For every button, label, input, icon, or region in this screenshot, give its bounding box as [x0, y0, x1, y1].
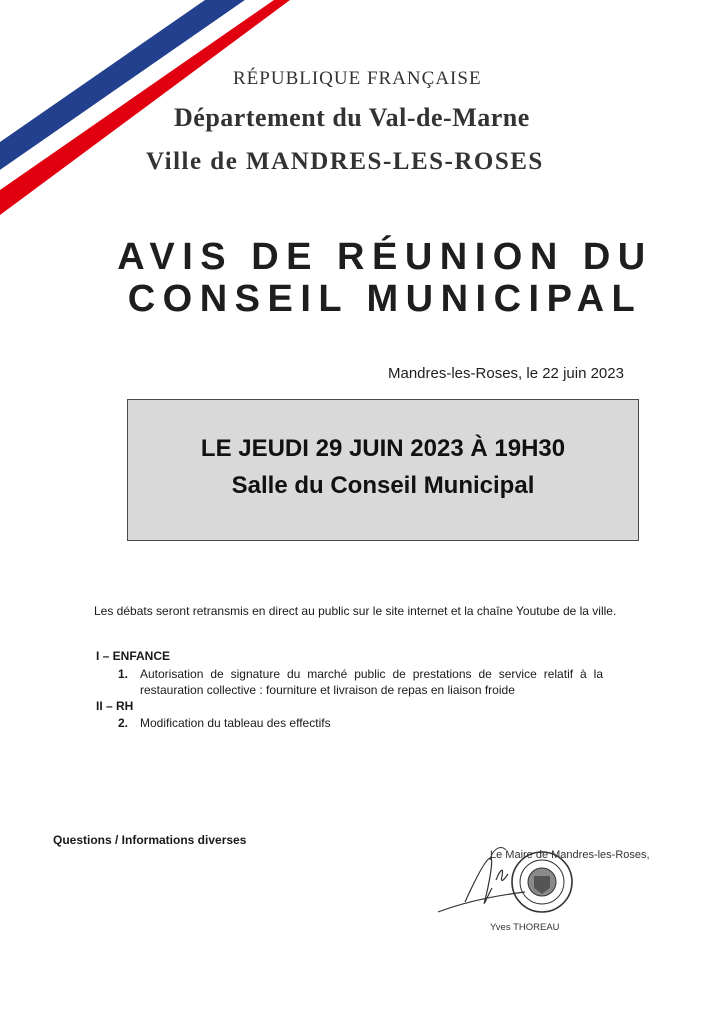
meeting-info-box — [127, 399, 639, 541]
header-department: Département du Val-de-Marne — [174, 103, 530, 132]
agenda-section-enfance: I – ENFANCE — [96, 649, 171, 663]
town-seal — [512, 852, 572, 912]
meeting-location: Salle du Conseil Municipal — [231, 472, 535, 499]
agenda-item-number: 2. — [118, 716, 129, 730]
mayor-name: Yves THOREAU — [490, 922, 560, 933]
broadcast-notice: Les débats seront retransmis en direct au public sur le site internet et la chaîne Youtube de la ville. — [94, 604, 617, 618]
notice-title-line1: AVIS DE RÉUNION DU — [117, 236, 653, 278]
questions-heading: Questions / Informations diverses — [53, 833, 247, 847]
header-republic: RÉPUBLIQUE FRANÇAISE — [233, 68, 482, 89]
meeting-datetime: LE JEUDI 29 JUIN 2023 À 19H30 — [200, 435, 566, 462]
place-and-date: Mandres-les-Roses, le 22 juin 2023 — [388, 365, 624, 382]
agenda-item-number: 1. — [118, 667, 129, 681]
agenda-section-rh: II – RH — [96, 699, 134, 713]
agenda-item-text: Modification du tableau des effectifs — [140, 716, 331, 730]
agenda-item-text-continued: restauration collective : fourniture et livraison de repas en liaison froide — [140, 683, 515, 697]
header-city: Ville de MANDRES-LES-ROSES — [146, 148, 544, 175]
agenda-item-text: Autorisation de signature du marché public de prestations de service relatif à la — [140, 667, 603, 681]
mayor-title: Le Maire de Mandres-les-Roses, — [490, 849, 650, 861]
notice-title-line2: CONSEIL MUNICIPAL — [127, 278, 643, 320]
